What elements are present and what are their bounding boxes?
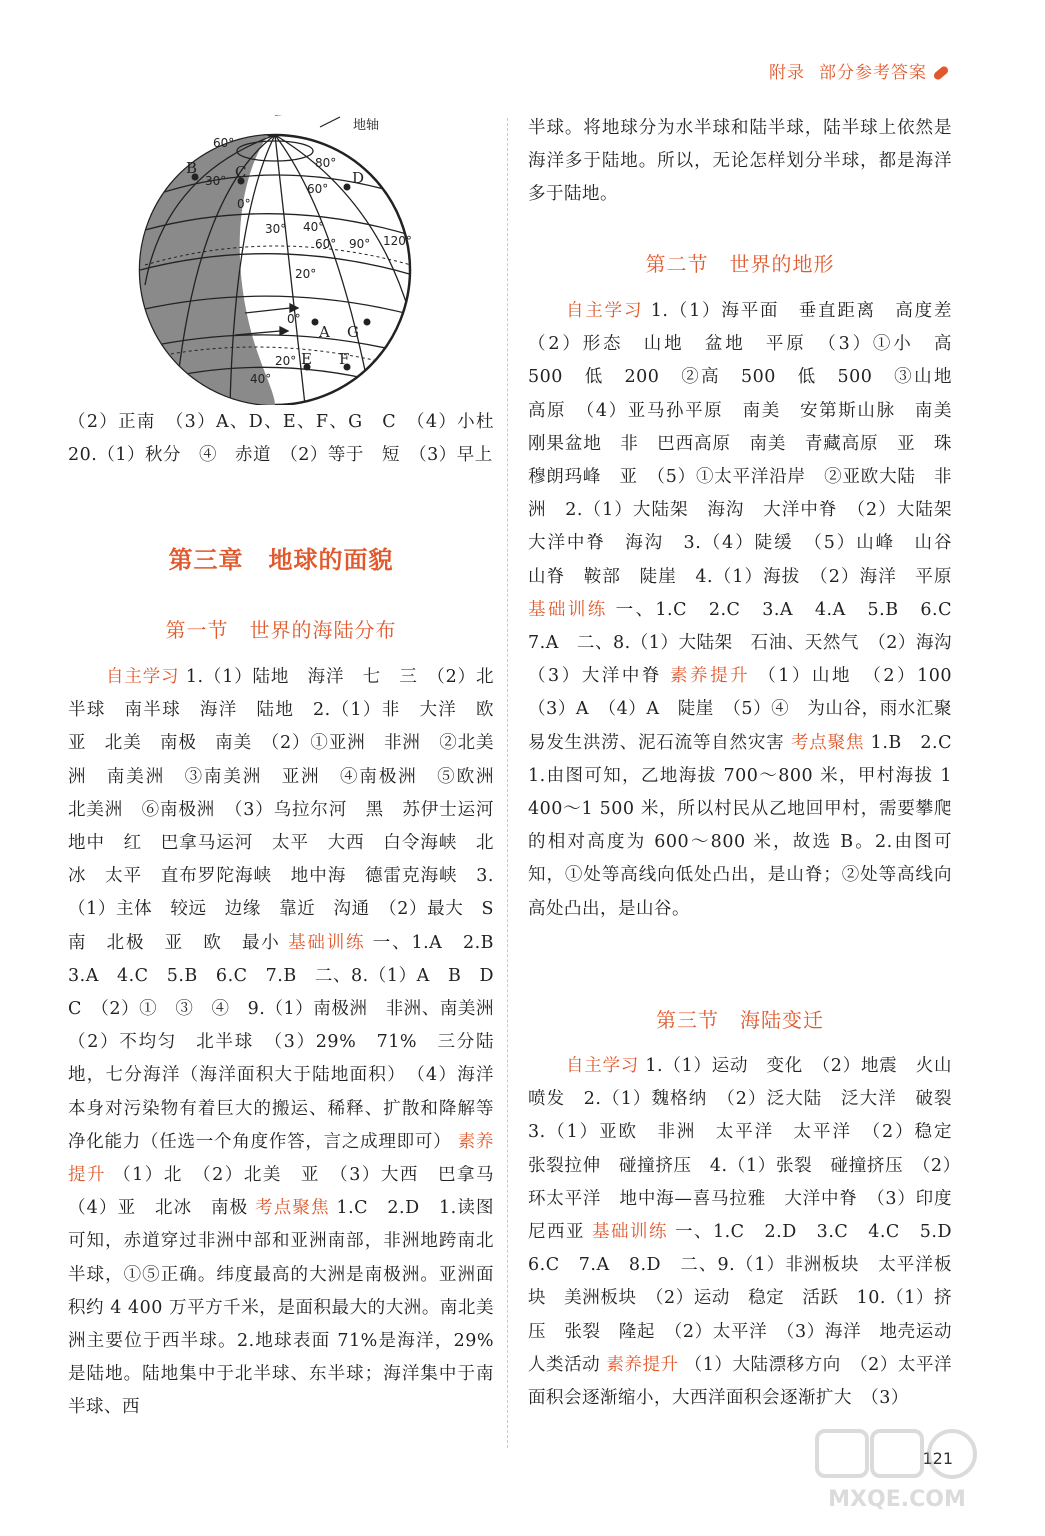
lat-label: 40° xyxy=(303,220,325,234)
point-label: D xyxy=(352,169,365,187)
lat-label: 0° xyxy=(237,197,251,211)
tag-basic-training: 基础训练 xyxy=(528,599,608,620)
lat-label: 0° xyxy=(287,312,301,326)
tag-self-study: 自主学习 xyxy=(566,1056,640,1076)
tag-literacy-improvement: 素养提升 xyxy=(670,666,751,687)
tag-basic-training: 基础训练 xyxy=(592,1222,668,1243)
svg-text:MXQE.COM: MXQE.COM xyxy=(828,1487,966,1512)
lat-label: 40° xyxy=(250,372,272,386)
lat-label: 20° xyxy=(275,354,297,368)
watermark-logo xyxy=(807,1426,987,1516)
lat-label: 60° xyxy=(307,182,329,196)
point-label: G xyxy=(347,323,359,341)
lat-label: 30° xyxy=(265,222,287,236)
lon-label: 90° xyxy=(349,237,371,251)
globe-svg xyxy=(135,115,425,405)
tag-self-study: 自主学习 xyxy=(106,667,180,687)
globe-diagram xyxy=(135,115,425,405)
section-title-1: 第一节 世界的海陆分布 xyxy=(165,618,397,642)
lon-label: 60° xyxy=(315,237,337,251)
answer-paragraph-right-1: 半球。将地球分为水半球和陆半球，陆半球上依然是海洋多于陆地。所以，无论怎样划分半球，都是海洋多于陆地。 xyxy=(528,118,952,205)
lat-label: 20° xyxy=(295,267,317,281)
section-title-3: 第三节 海陆变迁 xyxy=(656,1008,824,1032)
lon-label: 120° xyxy=(383,234,412,248)
header-appendix: 附录 xyxy=(769,63,805,83)
section-title-2: 第二节 世界的地形 xyxy=(645,252,835,276)
chapter-title: 第三章 地球的面貌 xyxy=(168,546,394,574)
point-label: F xyxy=(339,350,350,368)
page-number: 121 xyxy=(922,1449,953,1468)
lat-label: 80° xyxy=(315,156,337,170)
tag-literacy-improvement: 素养提升 xyxy=(68,1131,494,1186)
page-header xyxy=(769,58,949,83)
tag-literacy-improvement: 素养提升 xyxy=(606,1354,679,1375)
tag-exam-focus: 考点聚焦 xyxy=(790,732,865,753)
answer-paragraph-left-1: （2）正南 （3）A、D、E、F、G C （4）小杜 20.（1）秋分 ④ 赤道 （2）等于 短 （3）早上 xyxy=(68,412,512,466)
tag-basic-training: 基础训练 xyxy=(288,932,366,953)
answer-paragraph-right-2: 自主学习 1.（1）海平面 垂直距离 高度差 （2）形态 山地 盆地 平原 （3）①小 高 500 低 200 ②高 500 低 500 ③山地 高原 （4）亚马孙平原 南美 安第斯山脉 南美 刚果盆地 非 巴西高原 南美 青藏高原 亚 珠穆朗玛峰 亚 （5）①太平洋沿岸 ②亚欧大陆 非洲 2.（1）大陆架 海沟 大洋中脊 （2）大陆架 大洋中脊 海沟 3.（4）陡缓 （5）山峰 山谷 山脊 鞍部 陡崖 4.（1）海拔 （2）海洋 平原 基础训练 一、1.C 2.C 3.A 4.A 5.B 6.C 7.A 二、8.（1）大陆架 石油、天然气 （2）海沟 （3）大洋中脊 素养提升 （1）山地 （2）100 （3）A （4）A 陡崖 （5）④ 为山谷，雨水汇聚易发生洪涝、泥石流等自然灾害 考点聚焦 1.B 2.C 1.由图可知，乙地海拔 700～800 米，甲村海拔 1 400～1 500 米，所以村民从乙地回甲村，需要攀爬的相对高度为 600～800 米，故选 B。2.由图可知，①处等高线向低处凸出，是山脊；②处等高线向高处凸出，是山谷。 xyxy=(528,301,971,919)
globe-axis-label: 地轴 xyxy=(353,118,380,133)
answer-paragraph-right-3: 自主学习 1.（1）运动 变化 （2）地震 火山喷发 2.（1）魏格纳 （2）泛大陆 泛大洋 破裂 3.（1）亚欧 非洲 太平洋 太平洋 （2）稳定 张裂拉伸 碰撞挤压 4.（1）张裂 碰撞挤压 （2）环太平洋 地中海—喜马拉雅 大洋中脊 （3）印度尼西亚 基础训练 一、1.C 2.D 3.C 4.C 5.D 6.C 7.A 8.D 二、9.（1）非洲板块 太平洋板块 美洲板块 （2）运动 稳定 活跃 10.（1）挤压 张裂 隆起 （2）太平洋 （3）海洋 地壳运动 人类活动 素养提升 （1）大陆漂移方向 （2）太平洋面积会逐渐缩小，大西洋面积会逐渐扩大 （3） xyxy=(528,1056,971,1409)
lat-label: 60° xyxy=(213,136,235,150)
pencil-icon xyxy=(932,65,949,81)
point-label: A xyxy=(319,323,330,341)
point-label: B xyxy=(186,159,198,177)
point-label: C xyxy=(235,163,247,181)
answer-paragraph-left-2: 自主学习 1.（1）陆地 海洋 七 三 （2）北半球 南半球 海洋 陆地 2.（1）非 大洋 欧 亚 北美 南极 南美 （2）①亚洲 非洲 ②北美洲 南美洲 ③南美洲 亚洲 ④南极洲 ⑤欧洲 北美洲 ⑥南极洲 （3）乌拉尔河 黑 苏伊士运河 地中 红 巴拿马运河 太平 大西 白令海峡 北冰 太平 直布罗陀海峡 地中海 德雷克海峡 3.（1）主体 较远 边缘 靠近 沟通 （2）最大 S 南 北极 亚 欧 最小 基础训练 一、1.A 2.B 3.A 4.C 5.B 6.C 7.B 二、8.（1）A B D C （2）① ③ ④ 9.（1）南极洲 非洲、南美洲 （2）不均匀 北半球 （3）29% 71% 三分陆地，七分海洋（海洋面积大于陆地面积） （4）海洋本身对污染物有着巨大的搬运、稀释、扩散和降解等净化能力（任选一个角度作答，言之成理即可） 素养提升 （1）北 （2）北美 亚 （3）大西 巴拿马 （4）亚 北冰 南极 考点聚焦 1.C 2.D 1.读图可知，赤道穿过非洲中部和亚洲南部，非洲地跨南北半球，①⑤正确。纬度最高的大洲是南极洲。亚洲面积约 4 400 万平方千米，是面积最大的大洲。南北美洲主要位于西半球。2.地球表面 71%是海洋，29%是陆地。陆地集中于北半球、东半球；海洋集中于南半球、西 xyxy=(68,667,513,1418)
point-label: E xyxy=(301,350,312,368)
lat-label: 30° xyxy=(205,174,227,188)
tag-exam-focus: 考点聚焦 xyxy=(255,1198,330,1219)
header-title: 部分参考答案 xyxy=(819,63,927,83)
tag-self-study: 自主学习 xyxy=(566,301,644,321)
